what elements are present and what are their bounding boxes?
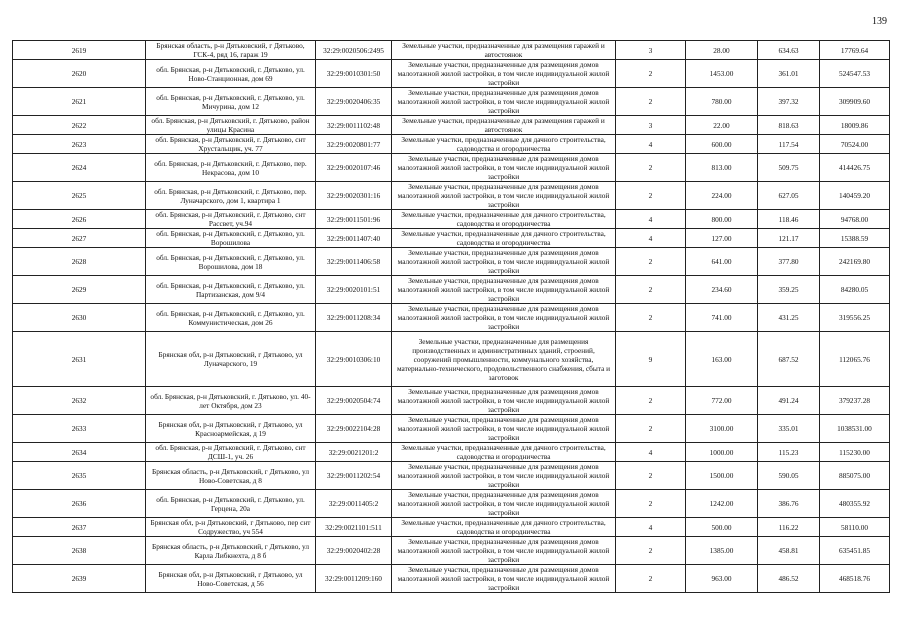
cadastral-value-cell: 635451.85 (820, 537, 890, 565)
specific-value-cell: 117.54 (758, 135, 820, 154)
area-cell: 1500.00 (686, 462, 758, 490)
table-row (13, 88, 890, 116)
land-use-cell: Земельные участки, предназначенные для размещения домов малоэтажной жилой застройки, в том числе индивидуальной жилой застройки (392, 182, 616, 210)
specific-value-cell: 118.46 (758, 210, 820, 229)
land-use-cell: Земельные участки, предназначенные для размещения гаражей и автостоянок (392, 116, 616, 135)
table-row (13, 116, 890, 135)
cadastral-value-cell: 480355.92 (820, 490, 890, 518)
table-row (13, 332, 890, 387)
area-cell: 600.00 (686, 135, 758, 154)
cadastral-number-cell: 32:29:0011202:54 (316, 462, 392, 490)
land-use-cell: Земельные участки, предназначенные для размещения домов малоэтажной жилой застройки, в том числе индивидуальной жилой застройки (392, 565, 616, 593)
table-row (13, 565, 890, 593)
use-group-cell: 4 (616, 210, 686, 229)
cadastral-number-cell: 32:29:0011405:2 (316, 490, 392, 518)
use-group-cell: 3 (616, 41, 686, 60)
cadastral-value-cell: 309909.60 (820, 88, 890, 116)
use-group-cell: 4 (616, 443, 686, 462)
use-group-cell: 3 (616, 116, 686, 135)
use-group-cell: 2 (616, 565, 686, 593)
cadastral-number-cell: 32:29:0011501:96 (316, 210, 392, 229)
land-use-cell: Земельные участки, предназначенные для дачного строительства, садоводства и огородничества (392, 229, 616, 248)
area-cell: 224.00 (686, 182, 758, 210)
cadastral-value-cell: 885075.00 (820, 462, 890, 490)
cadastral-number-cell: 32:29:0020301:16 (316, 182, 392, 210)
cadastral-number-cell: 32:29:0011407:40 (316, 229, 392, 248)
row-number-cell: 2627 (13, 229, 146, 248)
row-number-cell: 2639 (13, 565, 146, 593)
cadastral-value-cell: 112065.76 (820, 332, 890, 387)
row-number-cell: 2622 (13, 116, 146, 135)
specific-value-cell: 121.17 (758, 229, 820, 248)
specific-value-cell: 509.75 (758, 154, 820, 182)
specific-value-cell: 590.05 (758, 462, 820, 490)
specific-value-cell: 687.52 (758, 332, 820, 387)
land-use-cell: Земельные участки, предназначенные для размещения производственных и административных зданий, строений, сооружений промышленности, коммунального хозяйства, материально-технического, продовольственного снабжения, сбыта и заготовок (392, 332, 616, 387)
specific-value-cell: 397.32 (758, 88, 820, 116)
use-group-cell: 2 (616, 490, 686, 518)
address-cell: Брянская обл, р-н Дятьковский, г Дятьково, ул Ново-Советская, д 56 (146, 565, 316, 593)
use-group-cell: 2 (616, 182, 686, 210)
cadastral-number-cell: 32:29:0022104:28 (316, 415, 392, 443)
specific-value-cell: 115.23 (758, 443, 820, 462)
address-cell: обл. Брянская, р-н Дятьковский, г. Дятьково, ул. Партизанская, дом 9/4 (146, 276, 316, 304)
address-cell: обл. Брянская, р-н Дятьковский, г. Дятьково, ул. Ново-Станционная, дом 69 (146, 60, 316, 88)
land-use-cell: Земельные участки, предназначенные для размещения домов малоэтажной жилой застройки, в том числе индивидуальной жилой застройки (392, 490, 616, 518)
row-number-cell: 2626 (13, 210, 146, 229)
specific-value-cell: 491.24 (758, 387, 820, 415)
land-use-cell: Земельные участки, предназначенные для размещения домов малоэтажной жилой застройки, в том числе индивидуальной жилой застройки (392, 60, 616, 88)
cadastral-number-cell: 32:29:0010301:50 (316, 60, 392, 88)
address-cell: обл. Брянская, р-н Дятьковский, г. Дятьково, пер. Луначарского, дом 1, квартира 1 (146, 182, 316, 210)
cadastral-number-cell: 32:29:0011102:48 (316, 116, 392, 135)
area-cell: 772.00 (686, 387, 758, 415)
cadastral-number-cell: 32:29:0020402:28 (316, 537, 392, 565)
cadastral-number-cell: 32:29:0011208:34 (316, 304, 392, 332)
cadastral-number-cell: 32:29:0021201:2 (316, 443, 392, 462)
cadastral-value-cell: 524547.53 (820, 60, 890, 88)
row-number-cell: 2631 (13, 332, 146, 387)
address-cell: обл. Брянская, р-н Дятьковский, г. Дятьково, ул. Коммунистическая, дом 26 (146, 304, 316, 332)
land-use-cell: Земельные участки, предназначенные для дачного строительства, садоводства и огородничества (392, 210, 616, 229)
land-use-cell: Земельные участки, предназначенные для размещения домов малоэтажной жилой застройки, в том числе индивидуальной жилой застройки (392, 276, 616, 304)
address-cell: обл. Брянская, р-н Дятьковский, г. Дятьково, ул. Мичурина, дом 12 (146, 88, 316, 116)
specific-value-cell: 377.80 (758, 248, 820, 276)
cadastral-value-cell: 379237.28 (820, 387, 890, 415)
cadastral-value-cell: 468518.76 (820, 565, 890, 593)
cadastral-value-cell: 1038531.00 (820, 415, 890, 443)
table-row (13, 490, 890, 518)
row-number-cell: 2630 (13, 304, 146, 332)
cadastral-value-cell: 319556.25 (820, 304, 890, 332)
area-cell: 641.00 (686, 248, 758, 276)
cadastral-number-cell: 32:29:0011406:58 (316, 248, 392, 276)
land-use-cell: Земельные участки, предназначенные для размещения домов малоэтажной жилой застройки, в том числе индивидуальной жилой застройки (392, 415, 616, 443)
address-cell: Брянская область, р-н Дятьковский, г Дятьково, ул Ново-Советская, д 8 (146, 462, 316, 490)
cadastral-number-cell: 32:29:0011209:160 (316, 565, 392, 593)
page-number: 139 (872, 16, 887, 27)
table-row (13, 387, 890, 415)
cadastral-value-cell: 58110.00 (820, 518, 890, 537)
row-number-cell: 2634 (13, 443, 146, 462)
cadastral-value-cell: 242169.80 (820, 248, 890, 276)
address-cell: обл. Брянская, р-н Дятьковский, г. Дятьково, ул. Ворошилова (146, 229, 316, 248)
cadastral-value-cell: 94768.00 (820, 210, 890, 229)
area-cell: 813.00 (686, 154, 758, 182)
area-cell: 1453.00 (686, 60, 758, 88)
cadastral-value-cell: 115230.00 (820, 443, 890, 462)
cadastral-value-cell: 18009.86 (820, 116, 890, 135)
land-use-cell: Земельные участки, предназначенные для дачного строительства, садоводства и огородничества (392, 135, 616, 154)
area-cell: 28.00 (686, 41, 758, 60)
table-row (13, 537, 890, 565)
land-use-cell: Земельные участки, предназначенные для размещения гаражей и автостоянок (392, 41, 616, 60)
address-cell: обл. Брянская, р-н Дятьковский, г. Дятьково, пер. Некрасова, дом 10 (146, 154, 316, 182)
land-use-cell: Земельные участки, предназначенные для дачного строительства, садоводства и огородничества (392, 518, 616, 537)
address-cell: обл. Брянская, р-н Дятьковский, г. Дятьково, район улицы Красина (146, 116, 316, 135)
use-group-cell: 4 (616, 518, 686, 537)
row-number-cell: 2628 (13, 248, 146, 276)
specific-value-cell: 458.81 (758, 537, 820, 565)
row-number-cell: 2623 (13, 135, 146, 154)
use-group-cell: 2 (616, 537, 686, 565)
use-group-cell: 2 (616, 154, 686, 182)
table-row (13, 276, 890, 304)
land-use-cell: Земельные участки, предназначенные для размещения домов малоэтажной жилой застройки, в том числе индивидуальной жилой застройки (392, 387, 616, 415)
address-cell: обл. Брянская, р-н Дятьковский, г. Дятьково, ул. Ворошилова, дом 18 (146, 248, 316, 276)
land-use-cell: Земельные участки, предназначенные для размещения домов малоэтажной жилой застройки, в том числе индивидуальной жилой застройки (392, 248, 616, 276)
cadastral-value-cell: 84280.05 (820, 276, 890, 304)
cadastral-number-cell: 32:29:0021101:511 (316, 518, 392, 537)
cadastral-number-cell: 32:29:0020506:2495 (316, 41, 392, 60)
table-row (13, 304, 890, 332)
specific-value-cell: 116.22 (758, 518, 820, 537)
table-row (13, 248, 890, 276)
cadastral-number-cell: 32:29:0010306:10 (316, 332, 392, 387)
address-cell: обл. Брянская, р-н Дятьковский, г. Дятьково, снт ДСШ-1, уч. 26 (146, 443, 316, 462)
table-row (13, 41, 890, 60)
land-use-cell: Земельные участки, предназначенные для размещения домов малоэтажной жилой застройки, в том числе индивидуальной жилой застройки (392, 154, 616, 182)
use-group-cell: 4 (616, 135, 686, 154)
table-row (13, 443, 890, 462)
area-cell: 780.00 (686, 88, 758, 116)
row-number-cell: 2620 (13, 60, 146, 88)
address-cell: Брянская область, р-н Дятьковский, г Дятьково, ГСК-4, ряд 16, гараж 19 (146, 41, 316, 60)
land-use-cell: Земельные участки, предназначенные для размещения домов малоэтажной жилой застройки, в том числе индивидуальной жилой застройки (392, 304, 616, 332)
cadastral-number-cell: 32:29:0020504:74 (316, 387, 392, 415)
specific-value-cell: 486.52 (758, 565, 820, 593)
specific-value-cell: 361.01 (758, 60, 820, 88)
cadastral-number-cell: 32:29:0020107:46 (316, 154, 392, 182)
use-group-cell: 2 (616, 304, 686, 332)
row-number-cell: 2637 (13, 518, 146, 537)
row-number-cell: 2635 (13, 462, 146, 490)
use-group-cell: 2 (616, 276, 686, 304)
area-cell: 127.00 (686, 229, 758, 248)
table-row (13, 210, 890, 229)
land-use-cell: Земельные участки, предназначенные для дачного строительства, садоводства и огородничества (392, 443, 616, 462)
specific-value-cell: 386.76 (758, 490, 820, 518)
area-cell: 741.00 (686, 304, 758, 332)
table-row (13, 229, 890, 248)
address-cell: обл. Брянская, р-н Дятьковский, г. Дятьково, ул. Герцена, 20а (146, 490, 316, 518)
row-number-cell: 2629 (13, 276, 146, 304)
row-number-cell: 2619 (13, 41, 146, 60)
row-number-cell: 2624 (13, 154, 146, 182)
specific-value-cell: 359.25 (758, 276, 820, 304)
cadastral-value-cell: 15388.59 (820, 229, 890, 248)
table-row (13, 60, 890, 88)
row-number-cell: 2621 (13, 88, 146, 116)
land-use-cell: Земельные участки, предназначенные для размещения домов малоэтажной жилой застройки, в том числе индивидуальной жилой застройки (392, 88, 616, 116)
specific-value-cell: 627.05 (758, 182, 820, 210)
area-cell: 22.00 (686, 116, 758, 135)
cadastral-value-cell: 70524.00 (820, 135, 890, 154)
address-cell: Брянская обл, р-н Дятьковский, г Дятьково, пер снт Содружество, уч 554 (146, 518, 316, 537)
address-cell: обл. Брянская, р-н Дятьковский, г. Дятьково, снт Рассвет, уч.94 (146, 210, 316, 229)
cadastral-number-cell: 32:29:0020101:51 (316, 276, 392, 304)
table-row (13, 182, 890, 210)
row-number-cell: 2625 (13, 182, 146, 210)
specific-value-cell: 431.25 (758, 304, 820, 332)
cadastral-number-cell: 32:29:0020801:77 (316, 135, 392, 154)
row-number-cell: 2632 (13, 387, 146, 415)
table-row (13, 518, 890, 537)
address-cell: Брянская область, р-н Дятьковский, г Дятьково, ул Карла Либкнехта, д 8 б (146, 537, 316, 565)
address-cell: обл. Брянская, р-н Дятьковский, г. Дятьково, ул. 40-лет Октября, дом 23 (146, 387, 316, 415)
table-row (13, 154, 890, 182)
specific-value-cell: 335.01 (758, 415, 820, 443)
use-group-cell: 2 (616, 88, 686, 116)
area-cell: 1000.00 (686, 443, 758, 462)
address-cell: Брянская обл, р-н Дятьковский, г Дятьково, ул Луначарского, 19 (146, 332, 316, 387)
row-number-cell: 2636 (13, 490, 146, 518)
table-row (13, 462, 890, 490)
area-cell: 1385.00 (686, 537, 758, 565)
use-group-cell: 4 (616, 229, 686, 248)
land-use-cell: Земельные участки, предназначенные для размещения домов малоэтажной жилой застройки, в том числе индивидуальной жилой застройки (392, 537, 616, 565)
address-cell: Брянская обл, р-н Дятьковский, г Дятьково, ул Красноармейская, д 19 (146, 415, 316, 443)
cadastral-value-cell: 140459.20 (820, 182, 890, 210)
specific-value-cell: 634.63 (758, 41, 820, 60)
address-cell: обл. Брянская, р-н Дятьковский, г. Дятьково, снт Хрустальщик, уч. 77 (146, 135, 316, 154)
area-cell: 800.00 (686, 210, 758, 229)
use-group-cell: 2 (616, 462, 686, 490)
area-cell: 500.00 (686, 518, 758, 537)
row-number-cell: 2633 (13, 415, 146, 443)
table-body (13, 41, 890, 593)
cadastral-value-cell: 414426.75 (820, 154, 890, 182)
area-cell: 234.60 (686, 276, 758, 304)
area-cell: 163.00 (686, 332, 758, 387)
cadastral-number-cell: 32:29:0020406:35 (316, 88, 392, 116)
use-group-cell: 2 (616, 248, 686, 276)
use-group-cell: 2 (616, 415, 686, 443)
cadastral-value-table (12, 40, 890, 593)
use-group-cell: 2 (616, 60, 686, 88)
table-row (13, 415, 890, 443)
area-cell: 3100.00 (686, 415, 758, 443)
area-cell: 963.00 (686, 565, 758, 593)
cadastral-value-cell: 17769.64 (820, 41, 890, 60)
specific-value-cell: 818.63 (758, 116, 820, 135)
use-group-cell: 9 (616, 332, 686, 387)
area-cell: 1242.00 (686, 490, 758, 518)
use-group-cell: 2 (616, 387, 686, 415)
land-use-cell: Земельные участки, предназначенные для размещения домов малоэтажной жилой застройки, в том числе индивидуальной жилой застройки (392, 462, 616, 490)
table-row (13, 135, 890, 154)
row-number-cell: 2638 (13, 537, 146, 565)
